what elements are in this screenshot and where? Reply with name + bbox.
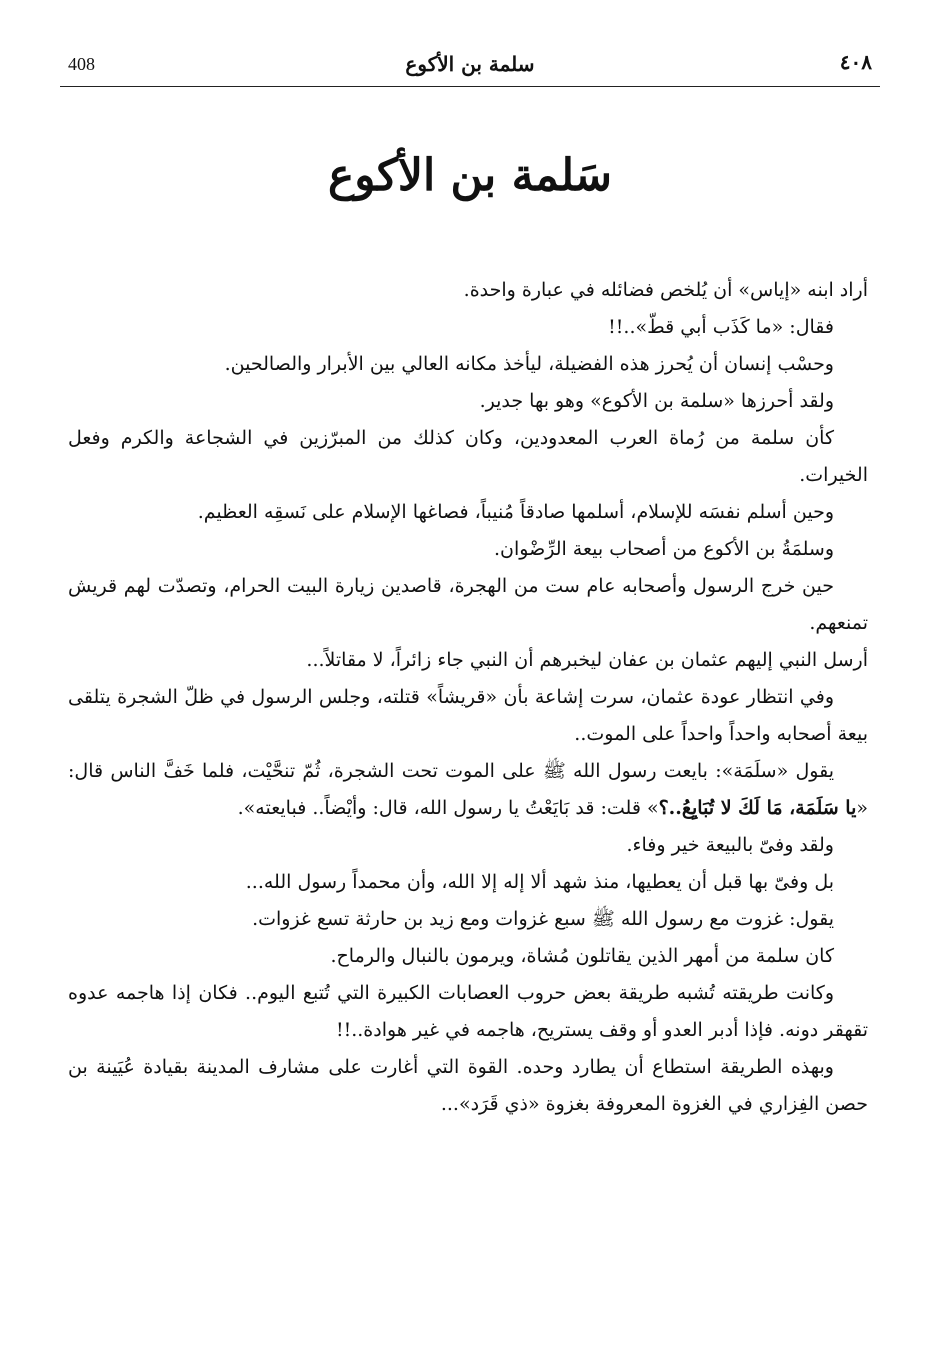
- page-number-arabic: ٤٠٨: [839, 50, 872, 74]
- page-number-latin: 408: [68, 54, 95, 74]
- page-header: [60, 48, 880, 84]
- paragraph: كأن سلمة من رُماة العرب المعدودين، وكان كذلك من المبرّزين في الشجاعة والكرم وفعل الخيرات.: [68, 427, 868, 486]
- chapter-title: سَلمة بن الأكوع: [327, 150, 613, 201]
- paragraph: أراد ابنه «إياس» أن يُلخص فضائله في عبارة واحدة.: [463, 279, 868, 301]
- quote-bold-text: يا سَلَمَة، مَا لَكَ لا تُبَايِعُ..؟: [658, 797, 857, 819]
- paragraph: وكانت طريقته تُشبه طريقة بعض حروب العصابات الكبيرة التي تُتبع اليوم.. فكان إذا هاجمه عدوه تقهقر دونه. فإذا أدبر العدو أو وقف يستريح، هاجمه في غير هوادة..!!: [68, 982, 868, 1041]
- quote-paragraph: [68, 753, 868, 827]
- body-text: [68, 272, 868, 1123]
- paragraph: وبهذه الطريقة استطاع أن يطارد وحده. القوة التي أغارت على مشارف المدينة بقيادة عُيَينة بن حصن الفِزاري في الغزوة المعروفة بغزوة «ذي قَرَد»...: [68, 1056, 868, 1115]
- paragraph: كان سلمة من أمهر الذين يقاتلون مُشاة، ويرمون بالنبال والرماح.: [330, 945, 834, 967]
- header-rule: [60, 86, 880, 87]
- paragraph: يقول: غزوت مع رسول الله ﷺ سبع غزوات ومع زيد بن حارثة تسع غزوات.: [252, 908, 834, 930]
- paragraph: أرسل النبي إليهم عثمان بن عفان ليخبرهم أن النبي جاء زائراً، لا مقاتلاً...: [306, 649, 868, 671]
- paragraph: حين خرج الرسول وأصحابه عام ست من الهجرة، قاصدين زيارة البيت الحرام، وتصدّت لهم قريش تمنعهم.: [68, 575, 868, 634]
- quote-text: يقول «سلَمَة»: بايعت رسول الله ﷺ على الموت تحت الشجرة، ثُمّ تنحَّيْت، فلما خَفَّ الناس قال: «: [68, 760, 868, 819]
- paragraph: وحسْب إنسان أن يُحرز هذه الفضيلة، ليأخذ مكانه العالي بين الأبرار والصالحين.: [224, 353, 834, 375]
- paragraph: وحين أسلم نفسَه للإسلام، أسلمها صادقاً مُنيباً، فصاغها الإسلام على نَسقِه العظيم.: [197, 501, 834, 523]
- quote-text-end: » قلت: قد بَايَعْتُ يا رسول الله، قال: وأيْضاً.. فبايعته».: [237, 797, 659, 819]
- running-title: سلمة بن الأكوع: [405, 52, 535, 76]
- paragraph: بل وفىّ بها قبل أن يعطيها، منذ شهد ألا إله إلا الله، وأن محمداً رسول الله...: [245, 871, 834, 893]
- paragraph: وفي انتظار عودة عثمان، سرت إشاعة بأن «قريشاً» قتلته، وجلس الرسول في ظلّ الشجرة يتلقى بيعة أصحابه واحداً واحداً على الموت..: [68, 686, 868, 745]
- paragraph: فقال: «ما كَذَب أبي قطّ»..!!: [608, 316, 834, 338]
- paragraph: وسلمَةُ بن الأكوع من أصحاب بيعة الرِّضْوان.: [494, 538, 834, 560]
- paragraph: ولقد أحرزها «سلمة بن الأكوع» وهو بها جدير.: [479, 390, 834, 412]
- paragraph: ولقد وفىّ بالبيعة خير وفاء.: [626, 834, 834, 856]
